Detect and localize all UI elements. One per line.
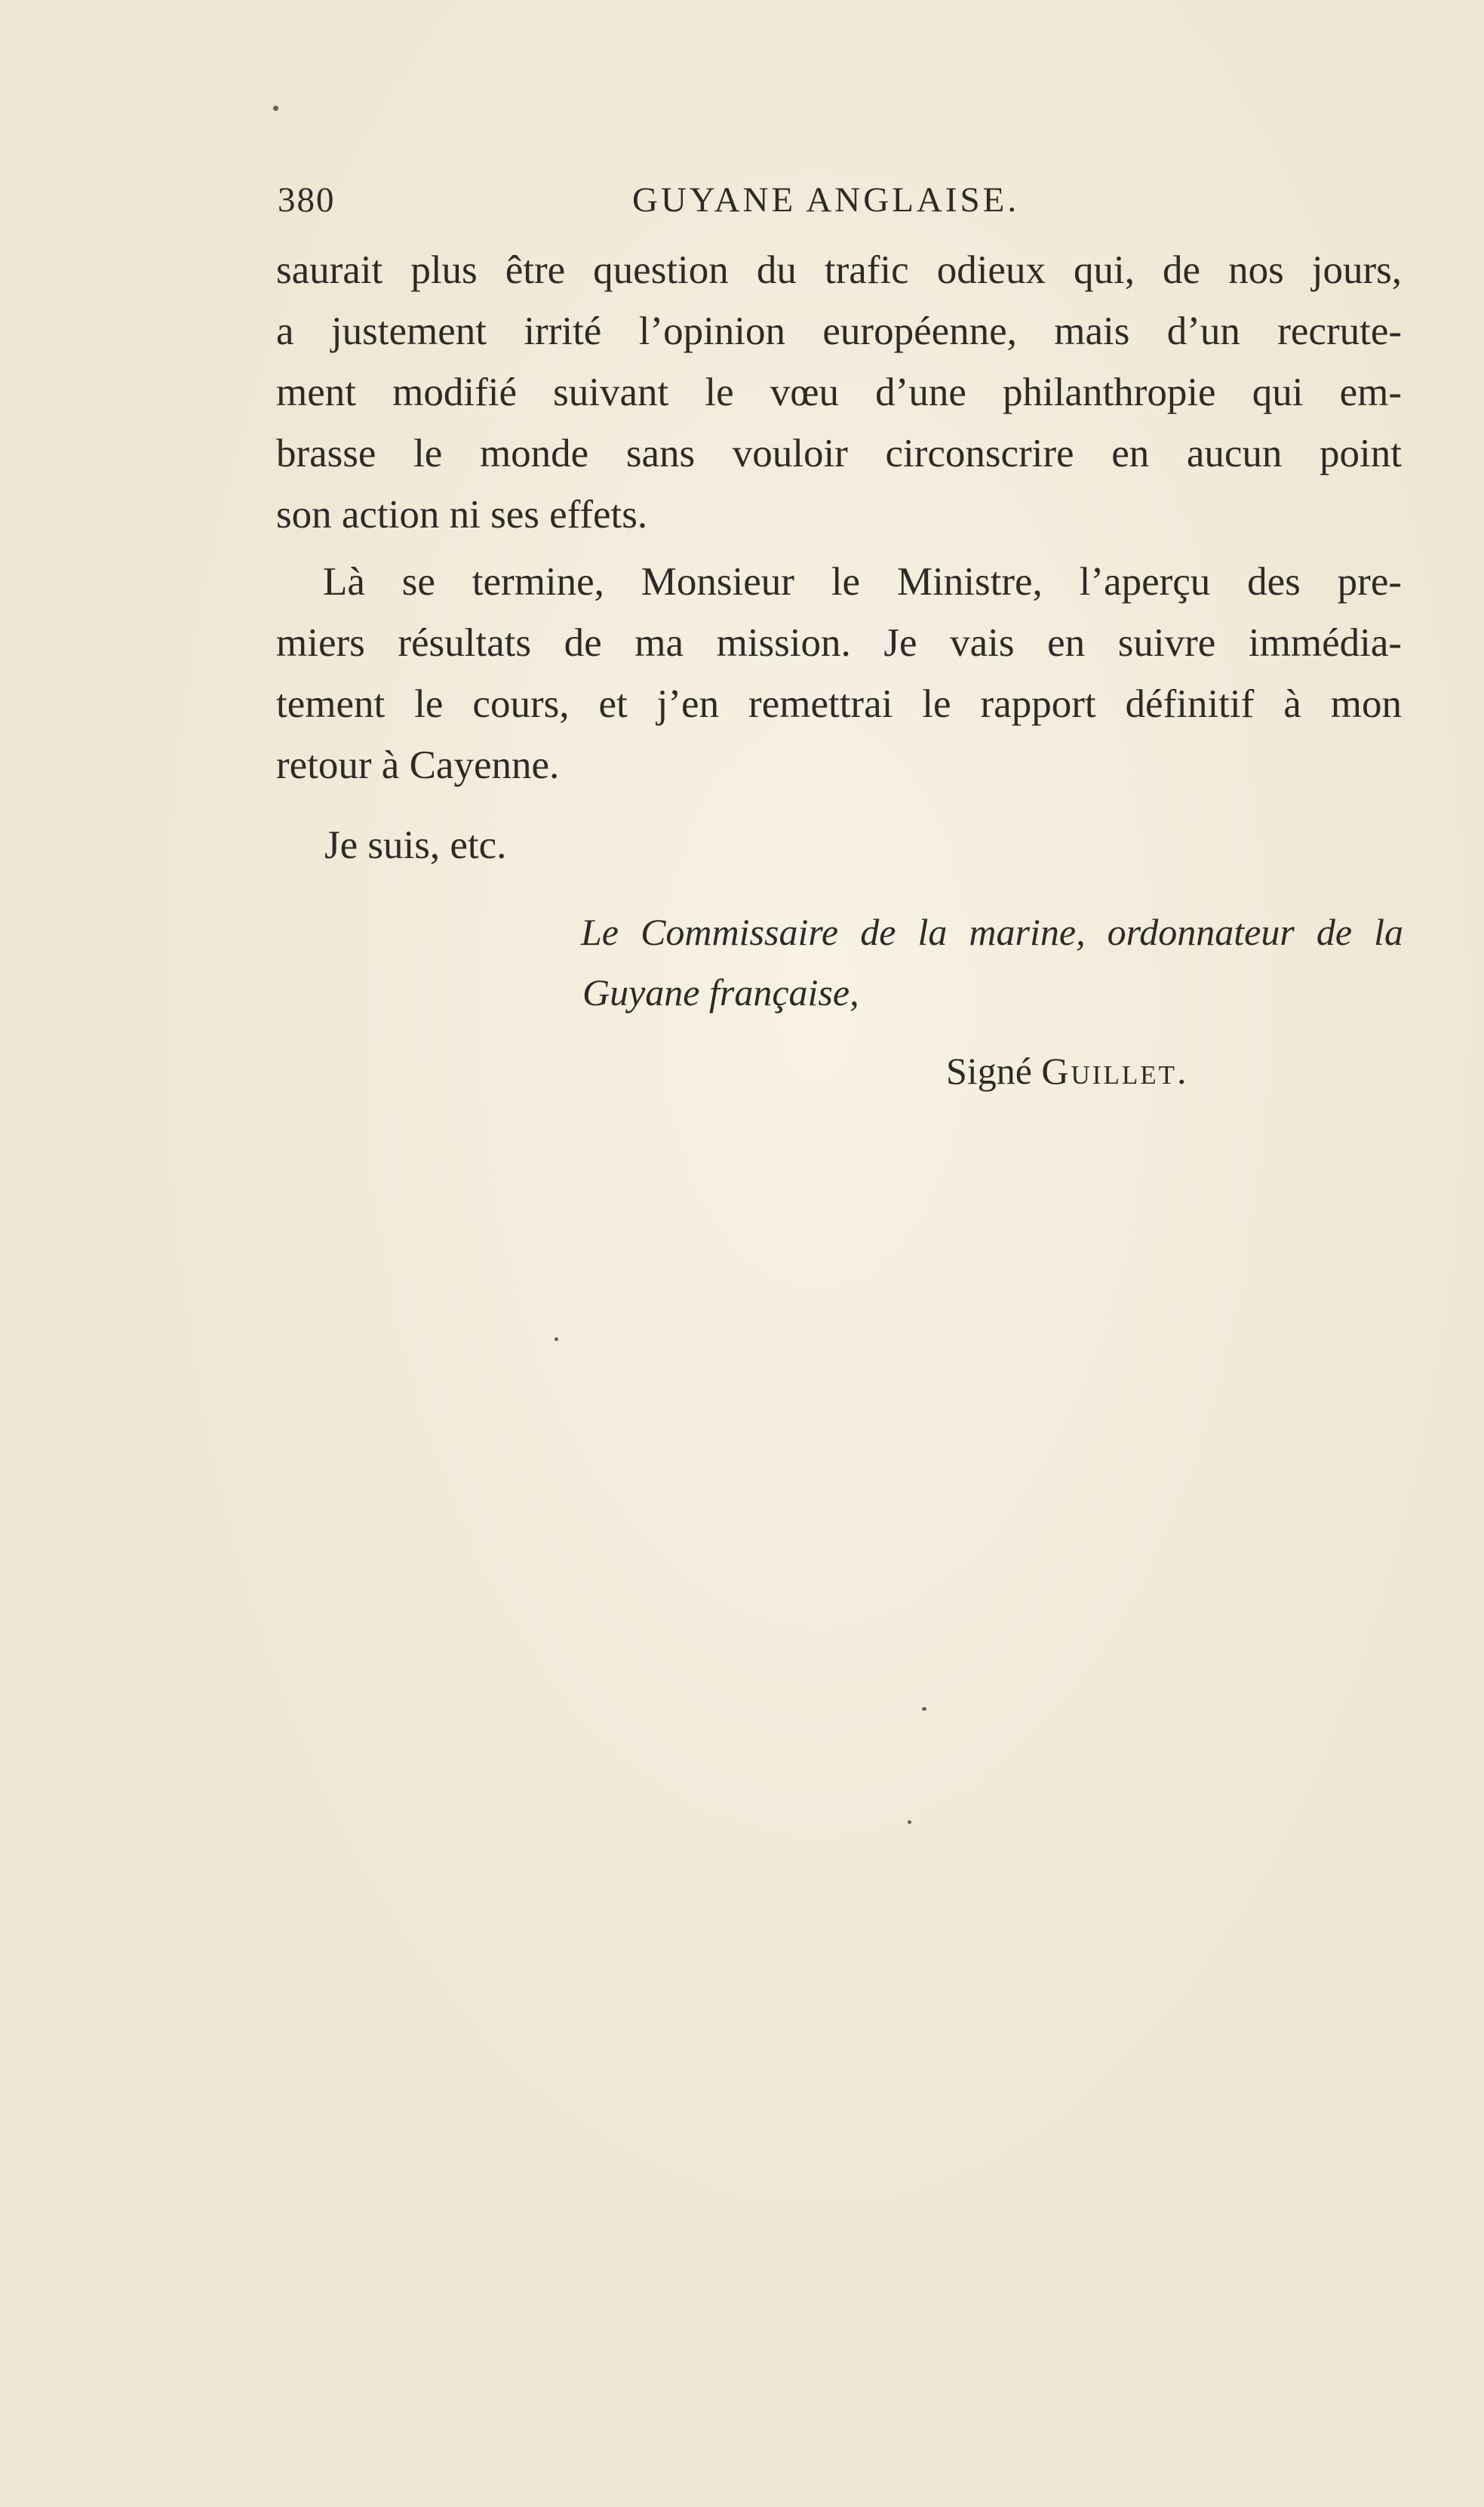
signatory-title-line: Guyane française, (582, 971, 859, 1014)
text-line: Là se termine, Monsieur le Ministre, l’aperçu des pre- (323, 560, 1402, 604)
ink-speck (273, 106, 278, 111)
text-line: ment modifié suivant le vœu d’une philanthropie qui em- (276, 371, 1402, 414)
signed-prefix: Signé (946, 1050, 1032, 1092)
text-line: saurait plus être question du trafic odieux qui, de nos jours, (276, 248, 1402, 292)
text-line: son action ni ses effets. (276, 493, 648, 537)
text-line: a justement irrité l’opinion européenne, mais d’un recrute- (276, 309, 1402, 353)
signature (946, 1049, 1188, 1093)
signatory-title-line: Le Commissaire de la marine, ordonnateur de la (581, 911, 1403, 953)
ink-speck (555, 1337, 558, 1341)
text-line: miers résultats de ma mission. Je vais en suivre immédia- (276, 621, 1402, 665)
signatory-name: Guillet. (1041, 1050, 1189, 1092)
ink-speck (922, 1707, 926, 1711)
text-line: retour à Cayenne. (276, 743, 560, 787)
text-line: brasse le monde sans vouloir circonscrire en aucun point (276, 432, 1402, 475)
page-header (278, 180, 1409, 232)
ink-speck (908, 1820, 911, 1824)
body-text (276, 240, 1402, 796)
signatory-title (581, 902, 1403, 1023)
paragraph (276, 552, 1402, 796)
page-number: 380 (278, 180, 336, 220)
closing-formula: Je suis, etc. (324, 823, 507, 867)
text-line: tement le cours, et j’en remettrai le rapport définitif à mon (276, 682, 1402, 726)
running-head: GUYANE ANGLAISE. (632, 180, 1020, 220)
paragraph (276, 240, 1402, 546)
